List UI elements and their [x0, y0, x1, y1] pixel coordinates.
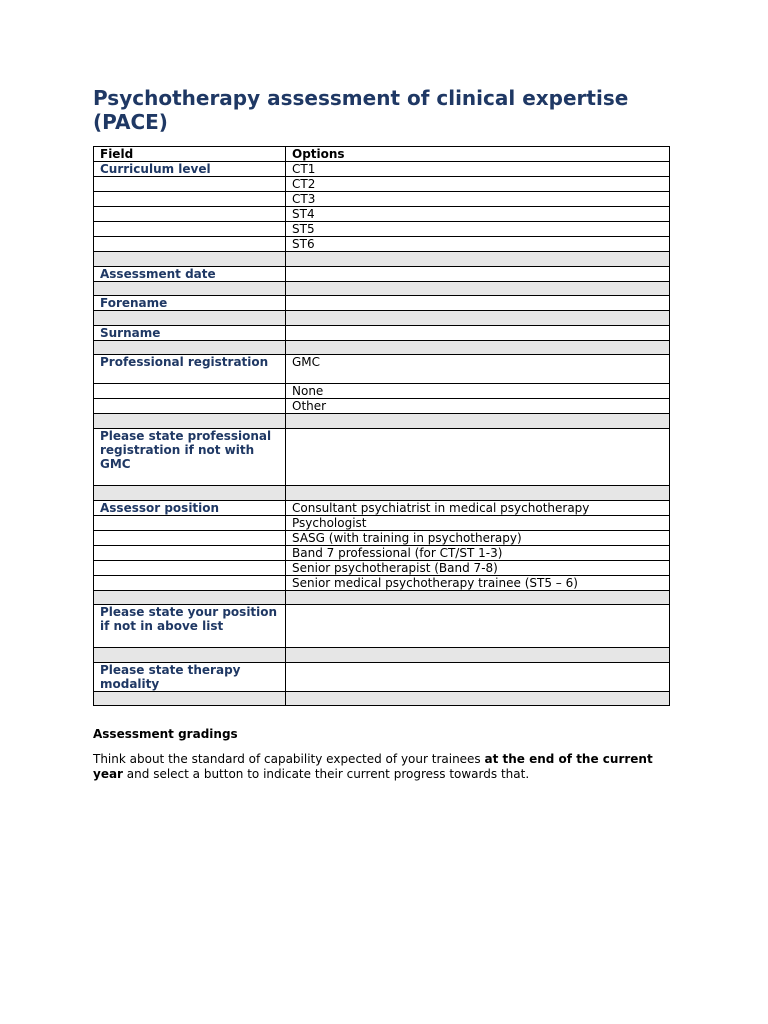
separator-row — [94, 311, 670, 326]
registration-option-other[interactable]: Other — [286, 399, 670, 414]
table-row — [94, 266, 670, 281]
surname-field[interactable] — [286, 325, 670, 340]
separator-row — [94, 252, 670, 267]
curriculum-option-ct1[interactable]: CT1 — [286, 162, 670, 177]
curriculum-option-ct3[interactable]: CT3 — [286, 192, 670, 207]
table-row — [94, 545, 670, 560]
table-row — [94, 325, 670, 340]
separator-row — [94, 485, 670, 500]
assessor-option-senior-trainee[interactable]: Senior medical psychotherapy trainee (ST5 – 6) — [286, 575, 670, 590]
position-other-label: Please state your position if not in above list — [94, 605, 286, 648]
curriculum-level-label: Curriculum level — [94, 162, 286, 177]
curriculum-option-st4[interactable]: ST4 — [286, 207, 670, 222]
therapy-modality-label: Please state therapy modality — [94, 662, 286, 691]
table-row — [94, 222, 670, 237]
registration-other-field[interactable] — [286, 428, 670, 485]
table-row — [94, 515, 670, 530]
separator-row — [94, 281, 670, 296]
table-row — [94, 428, 670, 485]
gradings-text-before: Think about the standard of capability expected of your trainees — [93, 752, 485, 766]
registration-option-none[interactable]: None — [286, 384, 670, 399]
assessment-date-label: Assessment date — [94, 266, 286, 281]
table-row — [94, 560, 670, 575]
registration-other-label: Please state professional registration if not with GMC — [94, 428, 286, 485]
assessor-option-band7[interactable]: Band 7 professional (for CT/ST 1-3) — [286, 545, 670, 560]
registration-label: Professional registration — [94, 355, 286, 384]
position-other-field[interactable] — [286, 605, 670, 648]
assessment-date-field[interactable] — [286, 266, 670, 281]
separator-row — [94, 648, 670, 663]
gradings-instructions — [93, 752, 673, 782]
table-row — [94, 530, 670, 545]
table-row — [94, 662, 670, 691]
assessor-option-psychologist[interactable]: Psychologist — [286, 515, 670, 530]
assessor-option-senior-psychotherapist[interactable]: Senior psychotherapist (Band 7-8) — [286, 560, 670, 575]
surname-label: Surname — [94, 325, 286, 340]
separator-row — [94, 590, 670, 605]
page-title: Psychotherapy assessment of clinical expertise (PACE) — [93, 86, 629, 134]
assessor-option-consultant[interactable]: Consultant psychiatrist in medical psychotherapy — [286, 500, 670, 515]
assessment-form-table — [93, 146, 670, 706]
separator-row — [94, 691, 670, 706]
therapy-modality-field[interactable] — [286, 662, 670, 691]
separator-row — [94, 340, 670, 355]
table-row — [94, 177, 670, 192]
table-row — [94, 162, 670, 177]
table-row — [94, 500, 670, 515]
assessor-position-label: Assessor position — [94, 500, 286, 515]
table-row — [94, 575, 670, 590]
table-row — [94, 296, 670, 311]
assessor-option-sasg[interactable]: SASG (with training in psychotherapy) — [286, 530, 670, 545]
table-row — [94, 605, 670, 648]
table-row — [94, 237, 670, 252]
separator-row — [94, 414, 670, 429]
registration-option-gmc[interactable]: GMC — [286, 355, 670, 384]
curriculum-option-st5[interactable]: ST5 — [286, 222, 670, 237]
table-row — [94, 399, 670, 414]
forename-field[interactable] — [286, 296, 670, 311]
table-row — [94, 192, 670, 207]
table-header-row — [94, 147, 670, 162]
curriculum-option-ct2[interactable]: CT2 — [286, 177, 670, 192]
table-row — [94, 207, 670, 222]
header-field: Field — [94, 147, 286, 162]
header-options: Options — [286, 147, 670, 162]
curriculum-option-st6[interactable]: ST6 — [286, 237, 670, 252]
gradings-text-after: and select a button to indicate their current progress towards that. — [122, 767, 530, 781]
table-row — [94, 355, 670, 384]
table-row — [94, 384, 670, 399]
forename-label: Forename — [94, 296, 286, 311]
gradings-text-bold: at the end of the current year — [93, 752, 653, 781]
assessment-gradings-heading: Assessment gradings — [93, 727, 238, 741]
